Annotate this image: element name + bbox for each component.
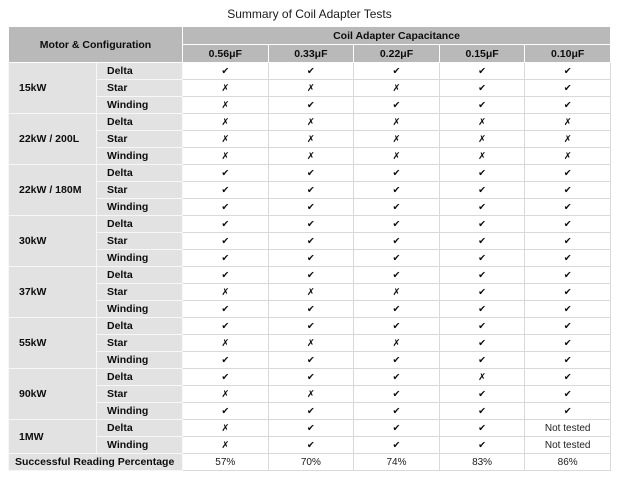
capacitance-column-header: 0.33μF [268,45,354,63]
result-fail: ✗ [439,148,525,165]
footer-percentage: 70% [268,454,354,471]
table-row [9,284,611,301]
result-pass: ✔ [268,199,354,216]
config-label: Winding [97,199,183,216]
result-fail: ✗ [268,284,354,301]
result-pass: ✔ [354,97,440,114]
result-pass: ✔ [183,403,269,420]
capacitance-group-header: Coil Adapter Capacitance [183,27,611,45]
motor-configuration-header: Motor & Configuration [9,27,183,63]
footer-row [9,454,611,471]
result-pass: ✔ [183,352,269,369]
result-pass: ✔ [268,63,354,80]
result-fail: ✗ [354,335,440,352]
config-label: Winding [97,250,183,267]
result-pass: ✔ [354,403,440,420]
result-pass: ✔ [354,165,440,182]
motor-group-label: 30kW [9,216,97,267]
result-fail: ✗ [268,386,354,403]
table-row [9,369,611,386]
result-pass: ✔ [354,233,440,250]
result-fail: ✗ [354,114,440,131]
result-pass: ✔ [268,420,354,437]
result-pass: ✔ [439,403,525,420]
result-fail: ✗ [439,114,525,131]
result-pass: ✔ [268,369,354,386]
result-fail: ✗ [183,80,269,97]
result-pass: ✔ [268,352,354,369]
result-pass: ✔ [525,63,611,80]
result-pass: ✔ [525,318,611,335]
result-pass: ✔ [439,182,525,199]
result-pass: ✔ [183,63,269,80]
result-pass: ✔ [439,386,525,403]
result-pass: ✔ [354,420,440,437]
result-pass: ✔ [439,335,525,352]
result-pass: ✔ [525,352,611,369]
result-fail: ✗ [183,97,269,114]
result-fail: ✗ [354,80,440,97]
result-pass: ✔ [354,182,440,199]
motor-group-label: 22kW / 180M [9,165,97,216]
table-row [9,80,611,97]
result-pass: ✔ [183,250,269,267]
result-fail: ✗ [183,420,269,437]
capacitance-column-header: 0.10μF [525,45,611,63]
result-pass: ✔ [354,386,440,403]
motor-group-label: 90kW [9,369,97,420]
motor-group-label: 55kW [9,318,97,369]
table-row [9,182,611,199]
result-pass: ✔ [183,301,269,318]
result-pass: ✔ [439,233,525,250]
config-label: Winding [97,97,183,114]
result-fail: ✗ [354,284,440,301]
result-fail: ✗ [183,386,269,403]
result-pass: ✔ [354,369,440,386]
result-pass: ✔ [268,216,354,233]
result-pass: ✔ [354,267,440,284]
table-row [9,97,611,114]
result-fail: ✗ [183,284,269,301]
result-pass: ✔ [354,437,440,454]
config-label: Delta [97,216,183,233]
result-fail: ✗ [268,335,354,352]
result-pass: ✔ [525,216,611,233]
result-pass: ✔ [525,403,611,420]
result-pass: ✔ [525,369,611,386]
config-label: Winding [97,403,183,420]
result-pass: ✔ [525,165,611,182]
table-row [9,250,611,267]
table-row [9,216,611,233]
result-fail: ✗ [439,369,525,386]
result-pass: ✔ [439,165,525,182]
config-label: Delta [97,318,183,335]
result-pass: ✔ [354,301,440,318]
result-pass: ✔ [183,233,269,250]
table-row [9,233,611,250]
result-pass: ✔ [439,80,525,97]
coil-adapter-tests-table [8,26,611,471]
footer-percentage: 83% [439,454,525,471]
table-row [9,63,611,80]
result-pass: ✔ [525,97,611,114]
footer-percentage: 86% [525,454,611,471]
result-pass: ✔ [525,301,611,318]
result-pass: ✔ [525,284,611,301]
motor-group-label: 1MW [9,420,97,454]
result-pass: ✔ [354,199,440,216]
config-label: Winding [97,301,183,318]
table-row [9,437,611,454]
result-pass: ✔ [439,420,525,437]
result-pass: ✔ [268,403,354,420]
result-pass: ✔ [439,352,525,369]
result-pass: ✔ [183,199,269,216]
config-label: Winding [97,437,183,454]
result-pass: ✔ [354,63,440,80]
result-pass: ✔ [525,182,611,199]
config-label: Delta [97,267,183,284]
config-label: Star [97,182,183,199]
config-label: Delta [97,165,183,182]
result-fail: ✗ [525,114,611,131]
result-pass: ✔ [439,318,525,335]
config-label: Winding [97,352,183,369]
result-pass: ✔ [268,437,354,454]
result-pass: ✔ [354,216,440,233]
result-pass: ✔ [525,80,611,97]
footer-label: Successful Reading Percentage [9,454,183,471]
table-row [9,165,611,182]
result-fail: ✗ [525,131,611,148]
capacitance-column-header: 0.56μF [183,45,269,63]
result-pass: ✔ [183,165,269,182]
result-pass: ✔ [525,233,611,250]
result-fail: ✗ [183,148,269,165]
result-pass: ✔ [354,318,440,335]
config-label: Delta [97,420,183,437]
result-pass: ✔ [525,199,611,216]
result-pass: ✔ [268,301,354,318]
table-row [9,352,611,369]
table-row [9,403,611,420]
result-fail: ✗ [183,131,269,148]
table-row [9,114,611,131]
result-pass: ✔ [268,165,354,182]
result-pass: ✔ [525,335,611,352]
header-row-top [9,27,611,45]
result-pass: ✔ [268,318,354,335]
footer-percentage: 57% [183,454,269,471]
result-pass: ✔ [439,97,525,114]
result-pass: ✔ [354,250,440,267]
result-fail: ✗ [268,114,354,131]
capacitance-column-header: 0.15μF [439,45,525,63]
result-pass: ✔ [439,199,525,216]
result-fail: ✗ [183,437,269,454]
result-pass: ✔ [439,250,525,267]
result-pass: ✔ [268,250,354,267]
result-fail: ✗ [525,148,611,165]
result-fail: ✗ [354,148,440,165]
motor-group-label: 22kW / 200L [9,114,97,165]
result-pass: ✔ [183,267,269,284]
table-row [9,148,611,165]
result-pass: ✔ [183,216,269,233]
result-pass: ✔ [525,250,611,267]
table-row [9,386,611,403]
config-label: Delta [97,63,183,80]
result-pass: ✔ [525,267,611,284]
config-label: Delta [97,369,183,386]
result-pass: ✔ [268,267,354,284]
result-not-tested: Not tested [525,420,611,437]
table-row [9,335,611,352]
result-pass: ✔ [268,233,354,250]
result-fail: ✗ [354,131,440,148]
result-pass: ✔ [268,182,354,199]
result-fail: ✗ [183,335,269,352]
result-fail: ✗ [439,131,525,148]
table-row [9,318,611,335]
config-label: Star [97,80,183,97]
result-fail: ✗ [268,148,354,165]
result-pass: ✔ [268,97,354,114]
result-pass: ✔ [439,284,525,301]
config-label: Winding [97,148,183,165]
result-pass: ✔ [439,63,525,80]
table-row [9,267,611,284]
motor-group-label: 37kW [9,267,97,318]
result-fail: ✗ [183,114,269,131]
result-pass: ✔ [439,267,525,284]
result-fail: ✗ [268,131,354,148]
motor-group-label: 15kW [9,63,97,114]
config-label: Star [97,386,183,403]
table-row [9,420,611,437]
table-row [9,199,611,216]
config-label: Star [97,233,183,250]
config-label: Star [97,131,183,148]
result-pass: ✔ [439,301,525,318]
config-label: Star [97,284,183,301]
result-pass: ✔ [183,369,269,386]
result-pass: ✔ [183,318,269,335]
result-pass: ✔ [525,386,611,403]
footer-percentage: 74% [354,454,440,471]
table-row [9,131,611,148]
config-label: Star [97,335,183,352]
page-title: Summary of Coil Adapter Tests [227,7,392,21]
result-pass: ✔ [439,216,525,233]
result-pass: ✔ [439,437,525,454]
config-label: Delta [97,114,183,131]
result-pass: ✔ [183,182,269,199]
result-not-tested: Not tested [525,437,611,454]
result-fail: ✗ [268,80,354,97]
table-row [9,301,611,318]
result-pass: ✔ [354,352,440,369]
capacitance-column-header: 0.22μF [354,45,440,63]
